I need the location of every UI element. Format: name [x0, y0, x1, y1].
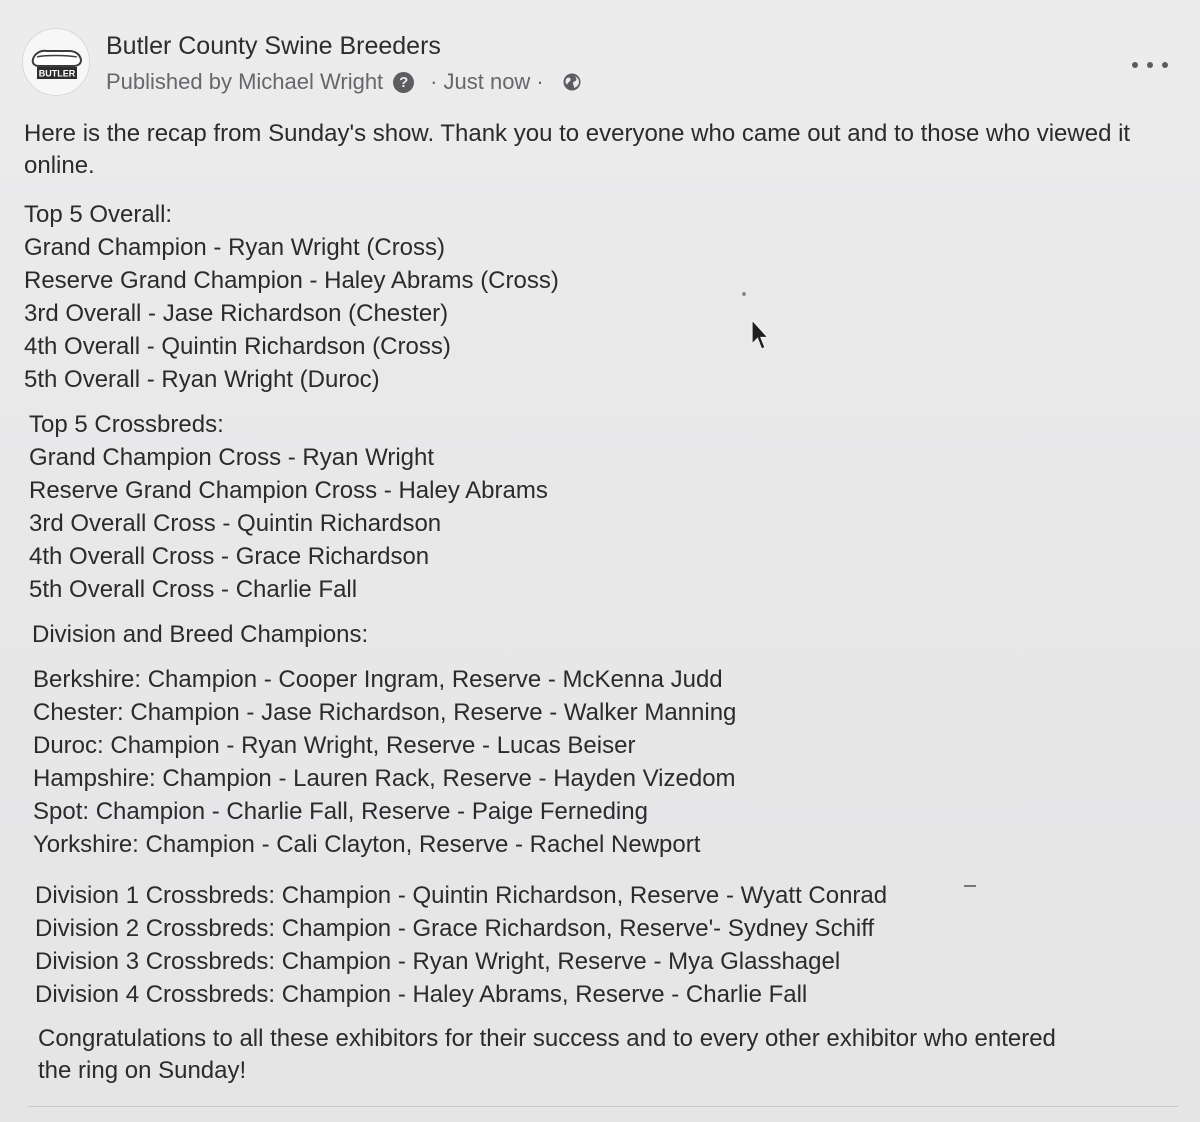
section-top5-overall	[24, 198, 1174, 396]
result-line: 3rd Overall - Jase Richardson (Chester)	[24, 300, 449, 327]
result-line: Division 2 Crossbreds: Champion - Grace Richardson, Reserve'- Sydney Schiff	[35, 915, 875, 942]
result-line: Reserve Grand Champion Cross - Haley Abrams	[29, 477, 548, 504]
result-line: Berkshire: Champion - Cooper Ingram, Reserve - McKenna Judd	[33, 666, 723, 693]
result-line: Hampshire: Champion - Lauren Rack, Reserve - Hayden Vizedom	[33, 765, 736, 792]
result-line: Division 1 Crossbreds: Champion - Quintin Richardson, Reserve - Wyatt Conrad	[35, 882, 888, 909]
result-line: Division 3 Crossbreds: Champion - Ryan Wright, Reserve - Mya Glasshagel	[35, 948, 841, 975]
result-line: Yorkshire: Champion - Cali Clayton, Reserve - Rachel Newport	[33, 831, 701, 858]
avatar-text: BUTLER	[38, 68, 76, 79]
more-options-icon[interactable]	[1132, 62, 1168, 72]
globe-icon[interactable]	[562, 72, 582, 92]
mouse-cursor-icon	[750, 318, 768, 352]
more-dot	[1162, 62, 1168, 68]
result-line: 5th Overall - Ryan Wright (Duroc)	[24, 366, 380, 393]
screen-speck	[742, 292, 746, 296]
meta-separator: ·	[430, 69, 438, 94]
result-line: 5th Overall Cross - Charlie Fall	[29, 576, 358, 603]
more-dot	[1132, 62, 1138, 68]
result-line: Spot: Champion - Charlie Fall, Reserve - Paige Ferneding	[33, 798, 648, 825]
section-heading: Top 5 Crossbreds:	[29, 411, 224, 438]
result-line: Grand Champion - Ryan Wright (Cross)	[24, 234, 446, 261]
result-line: Duroc: Champion - Ryan Wright, Reserve - Lucas Beiser	[33, 732, 636, 759]
section-heading: Top 5 Overall:	[24, 201, 173, 228]
post-meta	[106, 69, 582, 95]
result-line: 4th Overall - Quintin Richardson (Cross)	[24, 333, 451, 360]
screen-mark	[964, 885, 976, 887]
page-avatar[interactable]	[22, 28, 90, 96]
section-top5-crossbreds	[24, 408, 1174, 606]
section-division-heading	[24, 618, 1174, 651]
result-line: Chester: Champion - Jase Richardson, Reserve - Walker Manning	[33, 699, 737, 726]
post-intro: Here is the recap from Sunday's show. Thank you to everyone who came out and to those who viewed it online.	[24, 120, 1131, 179]
question-circle-icon[interactable]: ?	[393, 72, 414, 93]
meta-separator-2: ·	[536, 69, 544, 94]
section-breed-champions	[24, 663, 1174, 861]
post-outro: Congratulations to all these exhibitors for their success and to every other exhibitor who entered the ring on Sunday!	[38, 1025, 1056, 1084]
butler-logo-icon	[23, 29, 89, 95]
post-header	[22, 28, 1182, 103]
result-line: Reserve Grand Champion - Haley Abrams (Cross)	[24, 267, 559, 294]
post-body	[24, 118, 1174, 1087]
page-name-link[interactable]: Butler County Swine Breeders	[106, 32, 441, 60]
result-line: 3rd Overall Cross - Quintin Richardson	[29, 510, 442, 537]
post-timestamp[interactable]: Just now	[443, 69, 531, 94]
section-division-crossbreds	[24, 879, 1174, 1011]
result-line: Division 4 Crossbreds: Champion - Haley Abrams, Reserve - Charlie Fall	[35, 981, 808, 1008]
more-dot	[1147, 62, 1153, 68]
section-heading: Division and Breed Champions:	[32, 621, 369, 648]
result-line: 4th Overall Cross - Grace Richardson	[29, 543, 430, 570]
published-by-text[interactable]: Published by Michael Wright	[106, 69, 384, 94]
result-line: Grand Champion Cross - Ryan Wright	[29, 444, 435, 471]
post-footer-divider	[28, 1106, 1178, 1107]
